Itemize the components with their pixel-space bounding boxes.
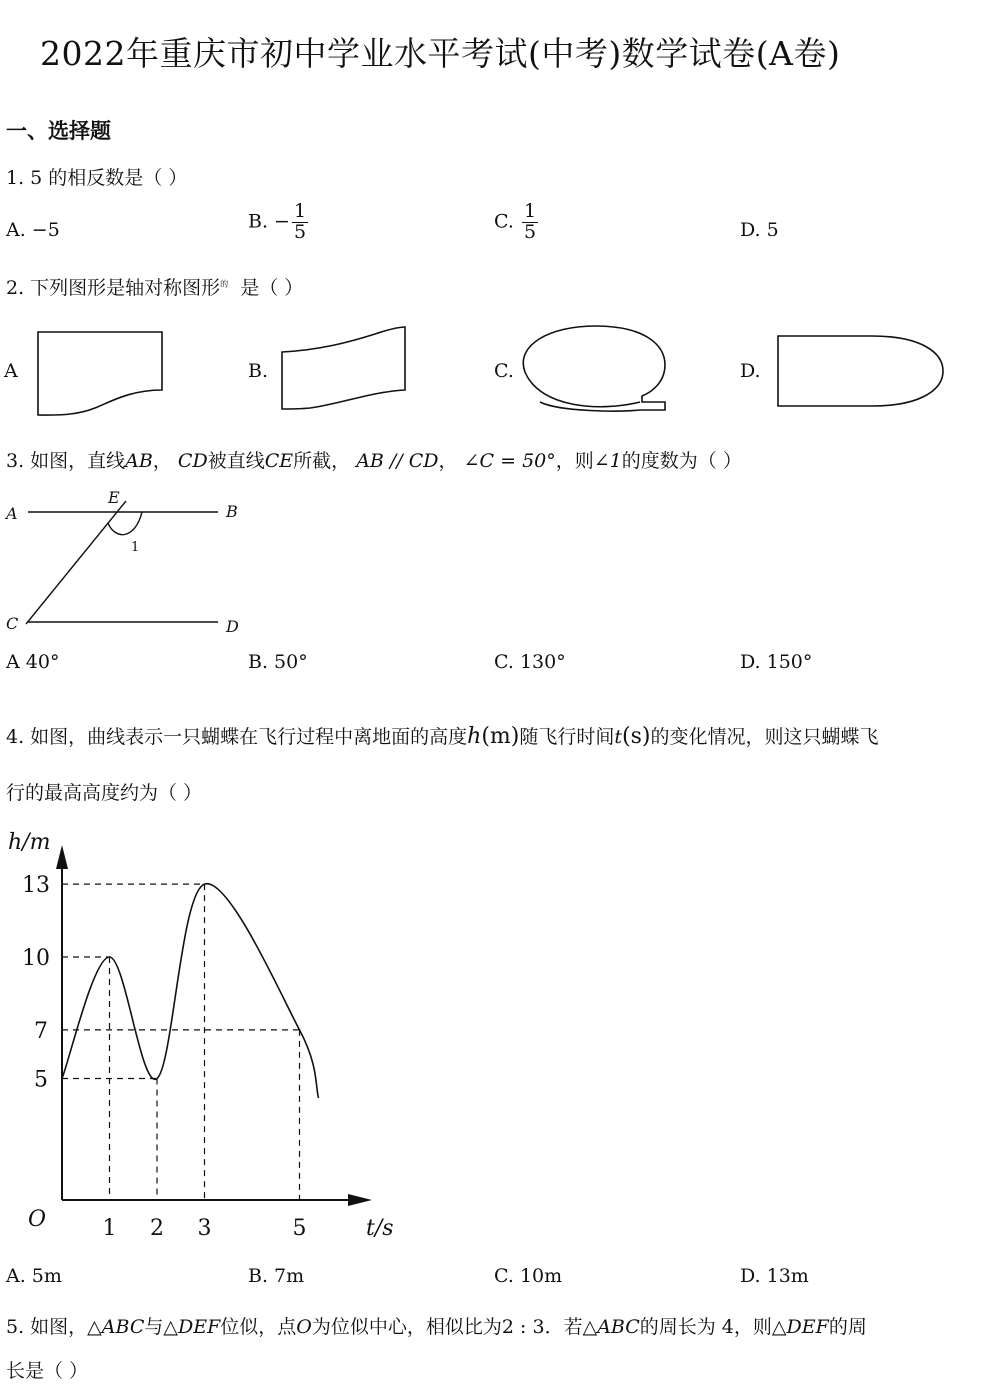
q1-stem: 1. 5 的相反数是（ ） — [6, 167, 188, 189]
q4-option-a[interactable]: A. 5m — [6, 1265, 62, 1287]
chart-y-arrow — [56, 845, 68, 869]
chart-origin: O — [28, 1207, 47, 1232]
q4-option-b[interactable]: B. 7m — [248, 1265, 305, 1287]
q1-option-c-prefix: C. — [494, 210, 514, 233]
q5-stem — [6, 1312, 867, 1339]
chart-xlabel: t/s — [366, 1216, 394, 1241]
q5-stem-2: 与 — [144, 1316, 164, 1338]
q5-stem-line2: 长是（ ） — [6, 1360, 89, 1382]
q1-option-c[interactable] — [494, 202, 538, 243]
q1-option-d[interactable]: D. 5 — [740, 219, 779, 241]
chart-x-tick-label: 1 — [102, 1216, 117, 1241]
chart-x-tick-label: 5 — [292, 1216, 307, 1241]
q4-ts: (s) — [622, 724, 651, 749]
q4-option-c[interactable]: C. 10m — [494, 1265, 563, 1287]
q5-stem-7: 的周 — [828, 1316, 867, 1338]
q2-stem-a: 2. 下列图形是轴对称图形 — [6, 277, 221, 299]
q3-stem-4: ，则 — [555, 450, 594, 472]
q4-h: h — [467, 724, 482, 749]
q5-stem-4: 为位似中心，相似比为 — [311, 1316, 502, 1338]
q3-option-d[interactable]: D. 150° — [740, 651, 813, 673]
q5-tri2: △DEF — [163, 1316, 221, 1338]
q3-label-1: 1 — [131, 540, 140, 555]
q4-stem-1: 4. 如图，曲线表示一只蝴蝶在飞行过程中离地面的高度 — [6, 726, 468, 748]
q4-chart — [0, 825, 420, 1245]
q3-stem-2: 被直线 — [207, 450, 265, 472]
q5-stem-6: 的周长为 4，则 — [639, 1316, 772, 1338]
q3-label-c: C — [6, 614, 19, 633]
q3-angle-arc — [108, 512, 142, 535]
q5-stem-5: ．若 — [544, 1316, 583, 1338]
q5-o: O — [296, 1316, 312, 1338]
q4-stem — [6, 722, 879, 749]
chart-x-tick-label: 3 — [197, 1216, 212, 1241]
q3-sep2: ， — [438, 450, 458, 472]
q5-tri1: △ABC — [87, 1316, 145, 1338]
q4-stem-line2: 行的最高高度约为（ ） — [6, 782, 203, 804]
q3-option-b[interactable]: B. 50° — [248, 651, 308, 673]
q3-stem-1: 3. 如图，直线 — [6, 450, 126, 472]
q3-label-d: D — [226, 617, 239, 636]
q2-stem-sup: 的 — [220, 279, 229, 289]
q2-figures — [0, 320, 981, 420]
chart-y-tick-label: 10 — [22, 946, 50, 971]
q3-sep1: ， — [152, 450, 172, 472]
q3-label-e: E — [108, 488, 120, 507]
q1-option-b-prefix: B. − — [248, 210, 290, 233]
chart-guides — [62, 884, 300, 1200]
q5-stem-3: 位似，点 — [220, 1316, 297, 1338]
q3-angle-c: ∠C = 50° — [463, 450, 556, 472]
q1-option-c-numerator: 1 — [523, 200, 537, 222]
q5-stem-1: 5. 如图， — [6, 1316, 88, 1338]
q3-stem — [6, 446, 742, 473]
chart-curve — [62, 884, 319, 1098]
chart-tick-labels — [22, 873, 307, 1241]
section-heading: 一、选择题 — [6, 119, 111, 143]
q2-shape-a — [38, 332, 162, 415]
q5-ratio: 2 : 3 — [501, 1316, 545, 1338]
q3-angle-1: ∠1 — [593, 450, 622, 472]
q3-figure — [0, 485, 260, 645]
q2-option-a-label[interactable]: A — [4, 360, 18, 382]
q2-shape-c — [523, 326, 665, 411]
q1-option-b-fraction — [292, 202, 308, 243]
q3-ce: CE — [264, 450, 294, 472]
chart-y-tick-label: 7 — [34, 1018, 48, 1044]
q3-parallel: AB // CD — [356, 450, 439, 472]
q1-option-b-denominator: 5 — [293, 220, 307, 243]
chart-ylabel: h/m — [8, 830, 51, 855]
q4-option-d[interactable]: D. 13m — [740, 1265, 809, 1287]
q5-tri3: △ABC — [582, 1316, 640, 1338]
q3-cd: CD — [177, 450, 208, 472]
chart-y-tick-label: 5 — [34, 1067, 48, 1093]
q4-stem-2: 随飞行时间 — [519, 726, 615, 748]
q4-t: t — [614, 726, 623, 748]
q3-stem-3: 所截， — [293, 450, 351, 472]
chart-x-arrow — [348, 1194, 372, 1206]
q1-option-c-denominator: 5 — [523, 220, 537, 243]
q3-stem-5: 的度数为（ ） — [621, 450, 742, 472]
q2-shape-d — [778, 336, 943, 406]
page-title: 2022年重庆市初中学业水平考试(中考)数学试卷(A卷) — [40, 34, 841, 73]
q4-hm: (m) — [481, 724, 520, 749]
q1-option-b-numerator: 1 — [293, 200, 307, 222]
q2-stem-b: 是（ ） — [240, 277, 304, 299]
q1-option-c-fraction — [522, 202, 538, 243]
q2-option-c-label[interactable]: C. — [494, 360, 514, 382]
chart-y-tick-label: 13 — [22, 873, 50, 899]
q3-line-ce — [26, 501, 126, 624]
q3-ab: AB — [125, 450, 153, 472]
q5-tri4: △DEF — [771, 1316, 829, 1338]
q2-shape-b — [282, 327, 405, 409]
q3-option-a[interactable]: A 40° — [6, 651, 60, 673]
q3-option-c[interactable]: C. 130° — [494, 651, 566, 673]
q2-option-d-label[interactable]: D. — [740, 360, 761, 382]
q4-stem-3: 的变化情况，则这只蝴蝶飞 — [650, 726, 879, 748]
chart-x-tick-label: 2 — [150, 1216, 164, 1241]
q3-label-b: B — [226, 502, 238, 521]
q2-option-b-label[interactable]: B. — [248, 360, 269, 382]
q3-label-a: A — [6, 504, 18, 523]
q1-option-b[interactable] — [248, 202, 308, 243]
q2-stem — [6, 273, 303, 300]
q1-option-a[interactable]: A. −5 — [6, 219, 60, 241]
